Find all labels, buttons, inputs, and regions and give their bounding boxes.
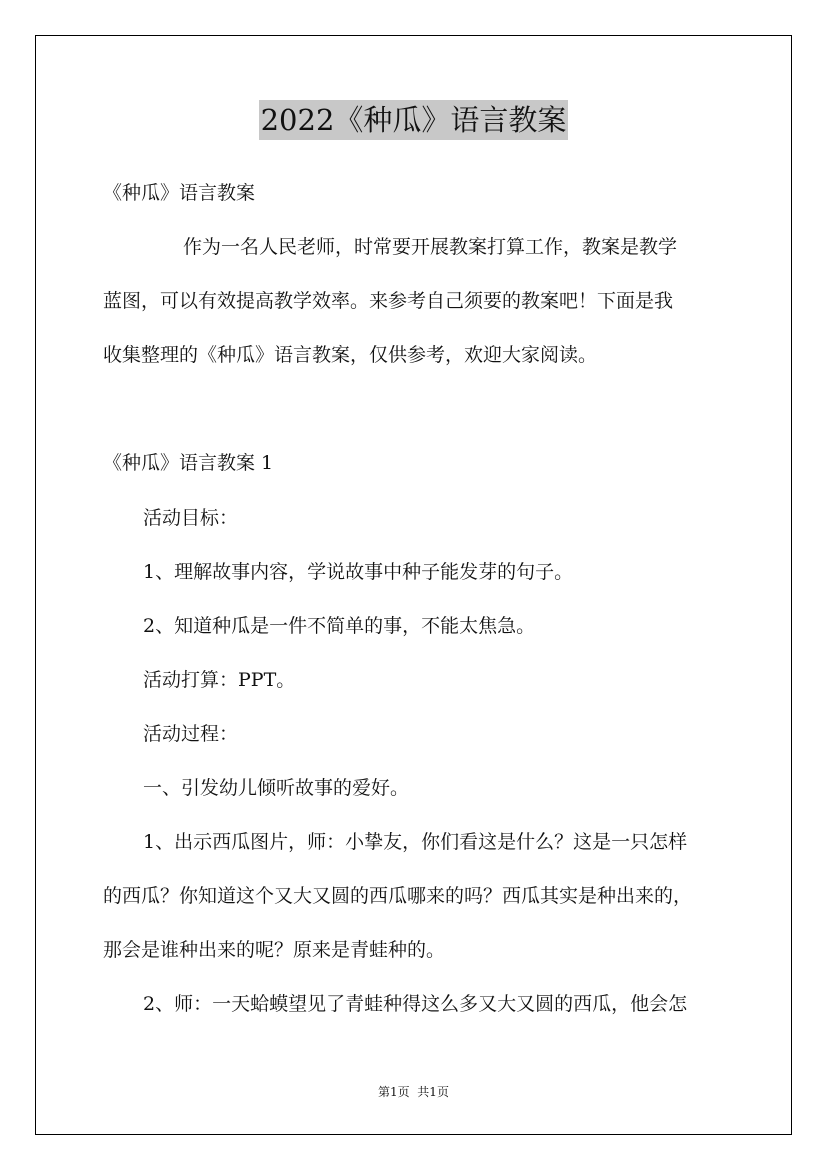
title-container [0, 100, 827, 140]
intro-line-3: 收集整理的《种瓜》语言教案，仅供参考，欢迎大家阅读。 [103, 344, 598, 366]
section-heading: 《种瓜》语言教案 1 [103, 452, 274, 474]
page-number-footer: 第1页 共1页 [378, 1085, 449, 1099]
intro-line-2: 蓝图，可以有效提高教学效率。来参考自己须要的教案吧！下面是我 [103, 290, 674, 312]
body-line: 2、知道种瓜是一件不简单的事，不能太焦急。 [143, 615, 536, 637]
body-line: 1、理解故事内容，学说故事中种子能发芽的句子。 [143, 561, 574, 583]
document-subtitle: 《种瓜》语言教案 [103, 182, 256, 204]
body-line: 1、出示西瓜图片，师：小挚友，你们看这是什么？这是一只怎样 [143, 831, 688, 853]
body-line: 2、师：一天蛤蟆望见了青蛙种得这么多又大又圆的西瓜，他会怎 [143, 993, 688, 1015]
document-title: 2022《种瓜》语言教案 [259, 100, 569, 140]
body-line: 一、引发幼儿倾听故事的爱好。 [143, 777, 410, 799]
body-line: 活动过程： [143, 723, 239, 745]
body-line: 那会是谁种出来的呢？原来是青蛙种的。 [103, 939, 446, 961]
body-line: 活动打算：PPT。 [143, 669, 296, 691]
body-line: 的西瓜？你知道这个又大又圆的西瓜哪来的吗？西瓜其实是种出来的， [103, 885, 693, 907]
body-line: 活动目标： [143, 507, 239, 529]
intro-line-1: 作为一名人民老师，时常要开展教案打算工作，教案是教学 [183, 236, 678, 258]
